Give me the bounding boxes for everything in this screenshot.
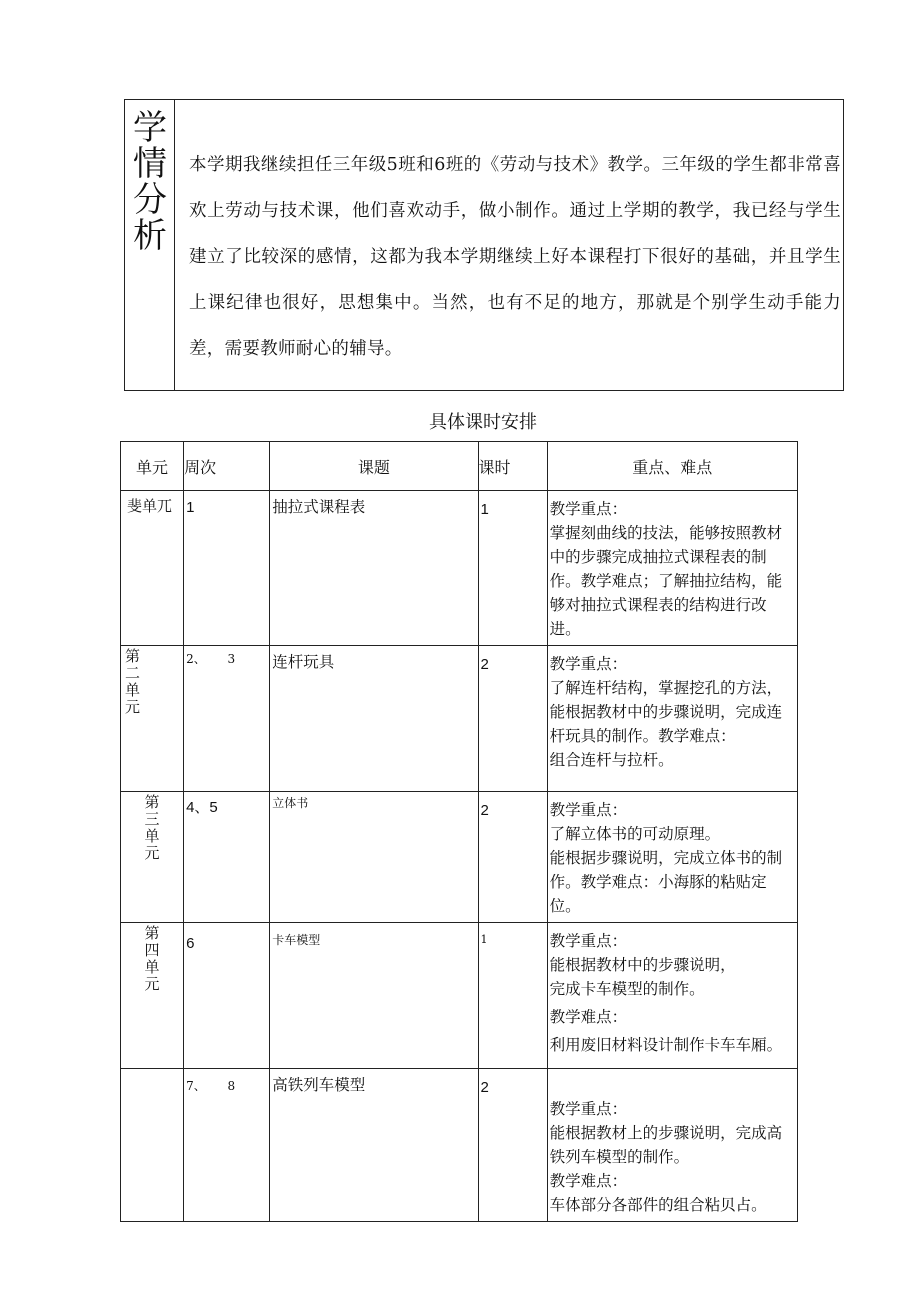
hours-value: 2 xyxy=(480,802,489,819)
hours-cell xyxy=(478,491,547,646)
topic-value: 立体书 xyxy=(272,796,309,810)
key-point-line: 教学重点： xyxy=(549,1100,628,1118)
week-value: 1 xyxy=(186,499,195,516)
key-points-cell xyxy=(547,792,797,923)
analysis-label xyxy=(125,100,175,390)
table-row xyxy=(121,792,798,923)
unit-cell xyxy=(121,923,184,1069)
topic-cell xyxy=(270,646,478,792)
topic-value: 卡车模型 xyxy=(272,933,321,947)
week-value: 6 xyxy=(186,935,195,952)
key-points-cell xyxy=(547,923,797,1069)
key-points-cell xyxy=(547,491,797,646)
header-key-points: 重点、难点 xyxy=(547,442,797,491)
schedule-title: 具体课时安排 xyxy=(429,412,537,433)
key-point-line: 能根据步骤说明，完成立体书的制作。教学难点：小海豚的粘贴定位。 xyxy=(549,849,783,915)
key-point-line: 教学重点： xyxy=(549,500,628,518)
week-cell xyxy=(184,491,270,646)
key-point-line: 教学重点： xyxy=(549,655,628,673)
table-row xyxy=(121,923,798,1069)
week-value: 2、 3 xyxy=(186,652,236,666)
topic-value: 抽拉式课程表 xyxy=(272,498,366,516)
analysis-label-char: 析 xyxy=(133,216,167,256)
table-row xyxy=(121,646,798,792)
unit-cell xyxy=(121,792,184,923)
unit-char: 元 xyxy=(125,698,141,716)
hours-cell xyxy=(478,923,547,1069)
week-cell xyxy=(184,646,270,792)
key-point-line: 了解连杆结构，掌握挖孔的方法，能根据教材中的步骤说明，完成连杆玩具的制作。教学难点： xyxy=(549,679,783,745)
key-point-line: 教学难点： xyxy=(549,1172,628,1190)
topic-value: 连杆玩具 xyxy=(272,653,335,671)
unit-char: 单 xyxy=(144,827,160,845)
unit-char: 单 xyxy=(144,958,160,976)
key-points-cell xyxy=(547,1069,797,1222)
header-unit: 单元 xyxy=(121,442,184,491)
learning-analysis-box xyxy=(124,99,844,391)
week-value: 7、 8 xyxy=(186,1079,236,1093)
hours-value: 2 xyxy=(480,1079,489,1096)
hours-cell xyxy=(478,792,547,923)
week-value: 4、5 xyxy=(186,799,218,816)
hours-cell xyxy=(478,1069,547,1222)
unit-cell xyxy=(121,491,184,646)
header-hours: 课时 xyxy=(478,442,547,491)
unit-char: 第 xyxy=(144,924,160,942)
unit-char: 第 xyxy=(125,647,141,665)
unit-char: 第 xyxy=(144,793,160,811)
unit-char: 二 xyxy=(125,664,141,682)
unit-label xyxy=(121,923,183,993)
unit-char: 单 xyxy=(125,681,141,699)
unit-char: 元 xyxy=(144,844,160,862)
analysis-label-char: 情 xyxy=(133,144,167,184)
week-cell xyxy=(184,1069,270,1222)
key-point-line: 车体部分各部件的组合粘贝占。 xyxy=(549,1196,767,1214)
unit-char: 三 xyxy=(144,810,160,828)
topic-value: 高铁列车模型 xyxy=(272,1076,366,1094)
key-point-line: 能根据教材中的步骤说明， xyxy=(549,956,736,974)
table-row xyxy=(121,1069,798,1222)
schedule-table xyxy=(120,441,798,1222)
unit-char: 四 xyxy=(144,941,160,959)
header-topic: 课题 xyxy=(270,442,478,491)
key-points-cell xyxy=(547,646,797,792)
unit-label xyxy=(121,1069,183,1073)
unit-label xyxy=(121,792,183,862)
table-header-row xyxy=(121,442,798,491)
unit-label: 斐单兀 xyxy=(127,497,173,515)
unit-char: 元 xyxy=(144,975,160,993)
key-point-line: 了解立体书的可动原理。 xyxy=(549,825,721,843)
topic-cell xyxy=(270,1069,478,1222)
key-point-line: 组合连杆与拉杆。 xyxy=(549,751,674,769)
unit-cell xyxy=(121,646,184,792)
analysis-text: 本学期我继续担任三年级5班和6班的《劳动与技术》教学。三年级的学生都非常喜欢上劳动与技术课，他们喜欢动手，做小制作。通过上学期的教学，我已经与学生建立了比较深的感情，这都为我本学期继续上好本课程打下很好的基础，并且学生上课纪律也很好，思想集中。当然，也有不足的地方，那就是个别学生动手能力差，需要教师耐心的辅导。 xyxy=(189,155,841,359)
hours-value: 2 xyxy=(480,656,489,673)
unit-cell xyxy=(121,1069,184,1222)
unit-label xyxy=(121,646,183,716)
analysis-label-char: 分 xyxy=(133,180,167,220)
topic-cell xyxy=(270,792,478,923)
key-point-line: 掌握刻曲线的技法，能够按照教材中的步骤完成抽拉式课程表的制作。教学难点；了解抽拉结构，能够对抽拉式课程表的结构进行改进。 xyxy=(549,524,783,638)
key-point-line: 完成卡车模型的制作。 xyxy=(549,980,705,998)
hours-cell xyxy=(478,646,547,792)
hours-value: 1 xyxy=(480,501,489,518)
key-point-line: 教学重点： xyxy=(549,932,628,950)
topic-cell xyxy=(270,923,478,1069)
key-point-line: 教学难点： xyxy=(549,1008,628,1026)
key-point-line: 利用废旧材料设计制作卡车车厢。 xyxy=(549,1036,783,1054)
key-point-line: 教学重点： xyxy=(549,801,628,819)
analysis-label-char: 学 xyxy=(133,108,167,148)
table-row xyxy=(121,491,798,646)
week-cell xyxy=(184,792,270,923)
week-cell xyxy=(184,923,270,1069)
hours-value: 1 xyxy=(480,933,488,946)
topic-cell xyxy=(270,491,478,646)
header-week: 周次 xyxy=(184,442,270,491)
key-point-line: 能根据教材上的步骤说明，完成高铁列车模型的制作。 xyxy=(549,1124,783,1166)
